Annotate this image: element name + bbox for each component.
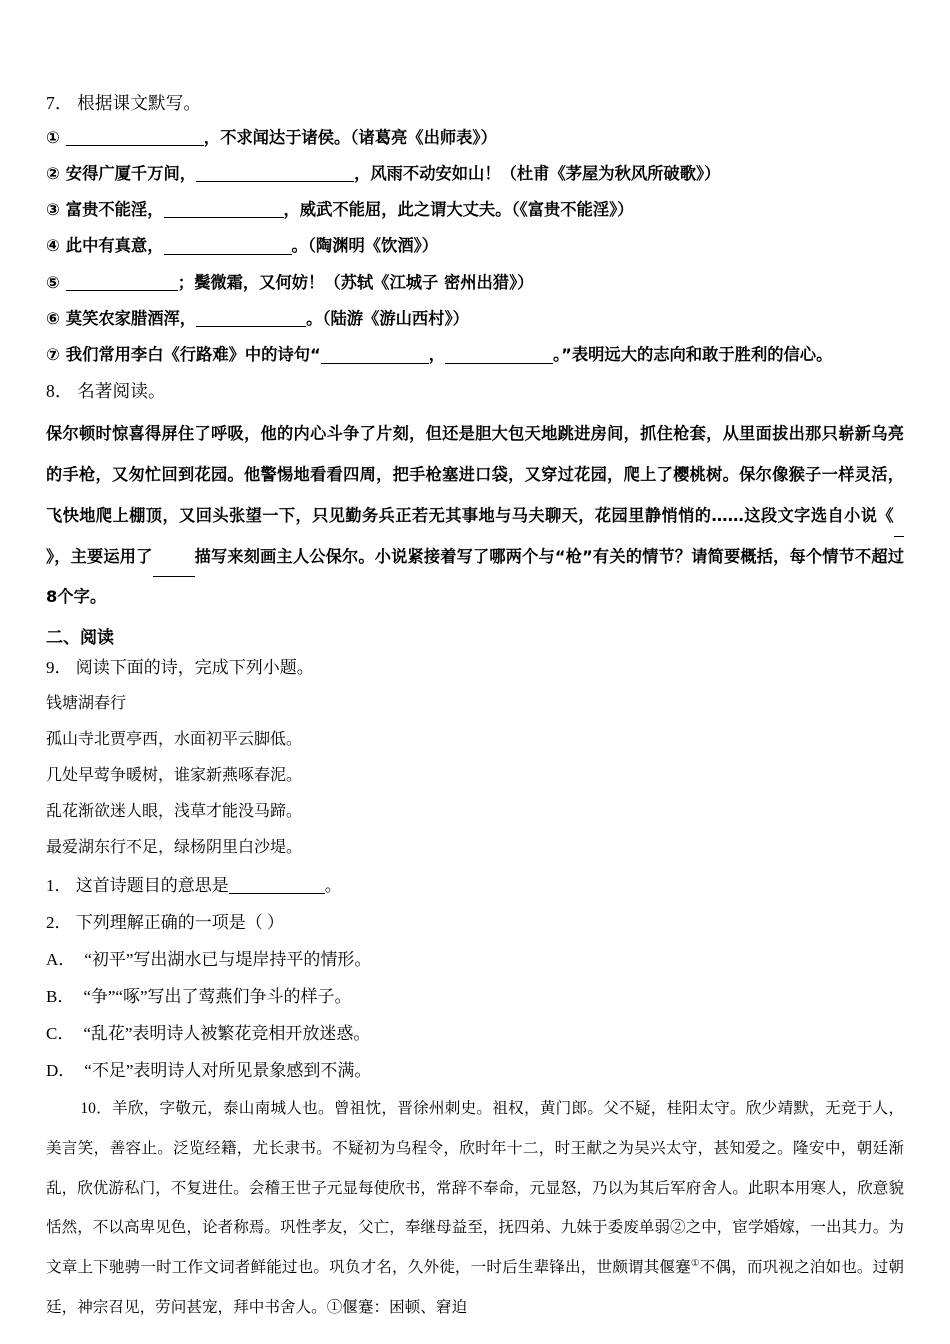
option-c[interactable] [46,1025,904,1042]
sub-question-number: 1． [46,876,72,896]
fill-blank[interactable] [153,560,195,577]
sub-question-text: 这首诗题目的意思是 [75,876,229,896]
item-marker: ⑦ [46,345,60,365]
passage-body: 羊欣，字敬元，泰山南城人也。曾祖忱，晋徐州刺史。祖权，黄门郎。父不疑，桂阳太守。欣少靖默，无竞于人，美言笑，善容止。泛览经籍，尤长隶书。不疑初为乌程令，欣时年十二，时王献之为吴兴太守，甚知爱之。隆安中，朝廷渐乱，欣优游私门，不复进仕。会稽王世子元显每使欣书，常辞不奉命，元显怒，乃以为其后军府舍人。此职本用寒人，欣意貌恬然，不以高卑见色，论者称焉。巩性孝友，父亡，奉继母益至，抚四弟、九妹于委废单弱②之中，宦学婚嫁，一出其力。为文章上下驰骋一时工作文词者鲜能过也。巩负才名，久外徙，一时后生辈锋出，世颇谓其偃蹇 [46,1100,904,1277]
list-item [46,274,904,291]
fill-blank[interactable] [894,519,904,536]
item-text-before: 此中有真意， [65,236,164,256]
option-label: D． [46,1061,76,1081]
passage-part-2: 》，主要运用了 [46,546,153,566]
fill-blank[interactable] [321,346,429,363]
passage-body-tail: 不偶，而巩视之泊如也。过朝廷，神宗召见，劳问甚宠，拜中书舍人。 [46,1259,904,1316]
sub-question-text: 下列理解正确的一项是（ ） [75,913,284,933]
item-marker: ⑥ [46,308,60,328]
question-9-heading [46,659,904,676]
fill-blank[interactable] [196,310,306,327]
poem-line: 最爱湖东行不足，绿杨阴里白沙堤。 [46,839,303,857]
list-item [46,129,904,146]
question-7-title: 根据课文默写。 [77,93,202,113]
fill-blank[interactable] [445,346,553,363]
question-8-passage [46,414,904,618]
item-text: ；鬓微霜，又何妨！（苏轼《江城子 密州出猎》） [177,272,534,292]
fill-blank[interactable] [229,876,325,894]
option-label: C． [46,1024,75,1044]
item-text: 。（陶渊明《饮酒》） [291,236,439,256]
list-item [46,310,904,327]
question-10-passage [46,1089,904,1328]
list-item [46,201,904,218]
sub-question-number: 2． [46,913,72,933]
option-text: “初平”写出湖水已与堤岸持平的情形。 [84,950,372,970]
question-7-number: 7． [46,93,73,113]
question-7-heading [46,95,904,113]
question-10-number: 10． [80,1100,113,1118]
item-text: ，风雨不动安如山！（杜甫《茅屋为秋风所破歌》） [354,163,721,183]
option-a[interactable] [46,951,904,968]
footnote-marker: ① [690,1258,700,1270]
option-text: “乱花”表明诗人被繁花竞相开放迷惑。 [83,1024,371,1044]
fill-blank[interactable] [164,201,284,218]
poem-title: 钱塘湖春行 [46,695,127,713]
item-text: ，威武不能屈，此之谓大丈夫。（《富贵不能淫》） [283,200,634,220]
footnote-text: ①偃蹇：困顿、窘迫 [326,1298,468,1316]
list-item [46,165,904,182]
passage-part-3: 描写来刻画主人公保尔。小说紧接着写了哪两个与“枪”有关的情节？请简要概括，每个情节不超过8个字。 [46,546,904,607]
fill-blank[interactable] [66,129,204,146]
item-marker: ④ [46,236,60,256]
question-8-heading [46,380,904,401]
option-d[interactable] [46,1062,904,1079]
option-b[interactable] [46,988,904,1005]
option-label: A． [46,950,76,970]
list-item [46,346,904,363]
item-text-before: 安得广厦千万间， [65,163,197,183]
option-text: “争”“啄”写出了莺燕们争斗的样子。 [83,987,352,1007]
item-marker: ⑤ [46,272,60,292]
question-7-blank-list [46,129,904,364]
item-text-after: 。”表明远大的志向和敢于胜利的信心。 [553,345,833,365]
item-text-before: 富贵不能淫， [65,200,164,220]
sub-question-text-after: 。 [324,876,342,896]
item-text: ，不求闻达于诸侯。（诸葛亮《出师表》） [203,127,497,147]
question-8-number: 8． [46,380,73,401]
poem-line: 孤山寺北贾亭西，水面初平云脚低。 [46,731,303,749]
poem-line: 几处早莺争暖树，谁家新燕啄春泥。 [46,767,303,785]
option-text: “不足”表明诗人对所见景象感到不满。 [84,1061,372,1081]
fill-blank[interactable] [164,237,292,254]
item-text-before: 我们常用李白《行路难》中的诗句“ [65,345,321,365]
question-9-number: 9． [46,658,72,678]
item-text: ， [428,345,446,365]
list-item [46,237,904,254]
fill-blank[interactable] [196,165,354,182]
question-9-sub-2 [46,914,904,931]
section-2-heading: 二、阅读 [46,628,114,649]
item-text: 。（陆游《游山西村》） [306,308,469,328]
item-marker: ③ [46,200,60,220]
question-9-title: 阅读下面的诗，完成下列小题。 [75,658,314,678]
question-9-sub-1 [46,876,904,894]
fill-blank[interactable] [66,274,178,291]
item-marker: ② [46,163,60,183]
passage-part-1: 保尔顿时惊喜得屏住了呼吸，他的内心斗争了片刻，但还是胆大包天地跳进房间，抓住枪套，从里面拔出那只崭新乌亮的手枪，又匆忙回到花园。他警惕地看看四周，把手枪塞进口袋，又穿过花园，爬上了樱桃树。保尔像猴子一样灵活，飞快地爬上棚顶，又回头张望一下，只见勤务兵正若无其事地与马夫聊天，花园里静悄悄的……这段文字选自小说《 [46,424,904,525]
poem-line: 乱花渐欲迷人眼，浅草才能没马蹄。 [46,803,303,821]
option-label: B． [46,987,75,1007]
item-text-before: 莫笑农家腊酒浑， [65,308,197,328]
item-marker: ① [46,127,60,147]
question-8-title: 名著阅读。 [77,380,166,401]
